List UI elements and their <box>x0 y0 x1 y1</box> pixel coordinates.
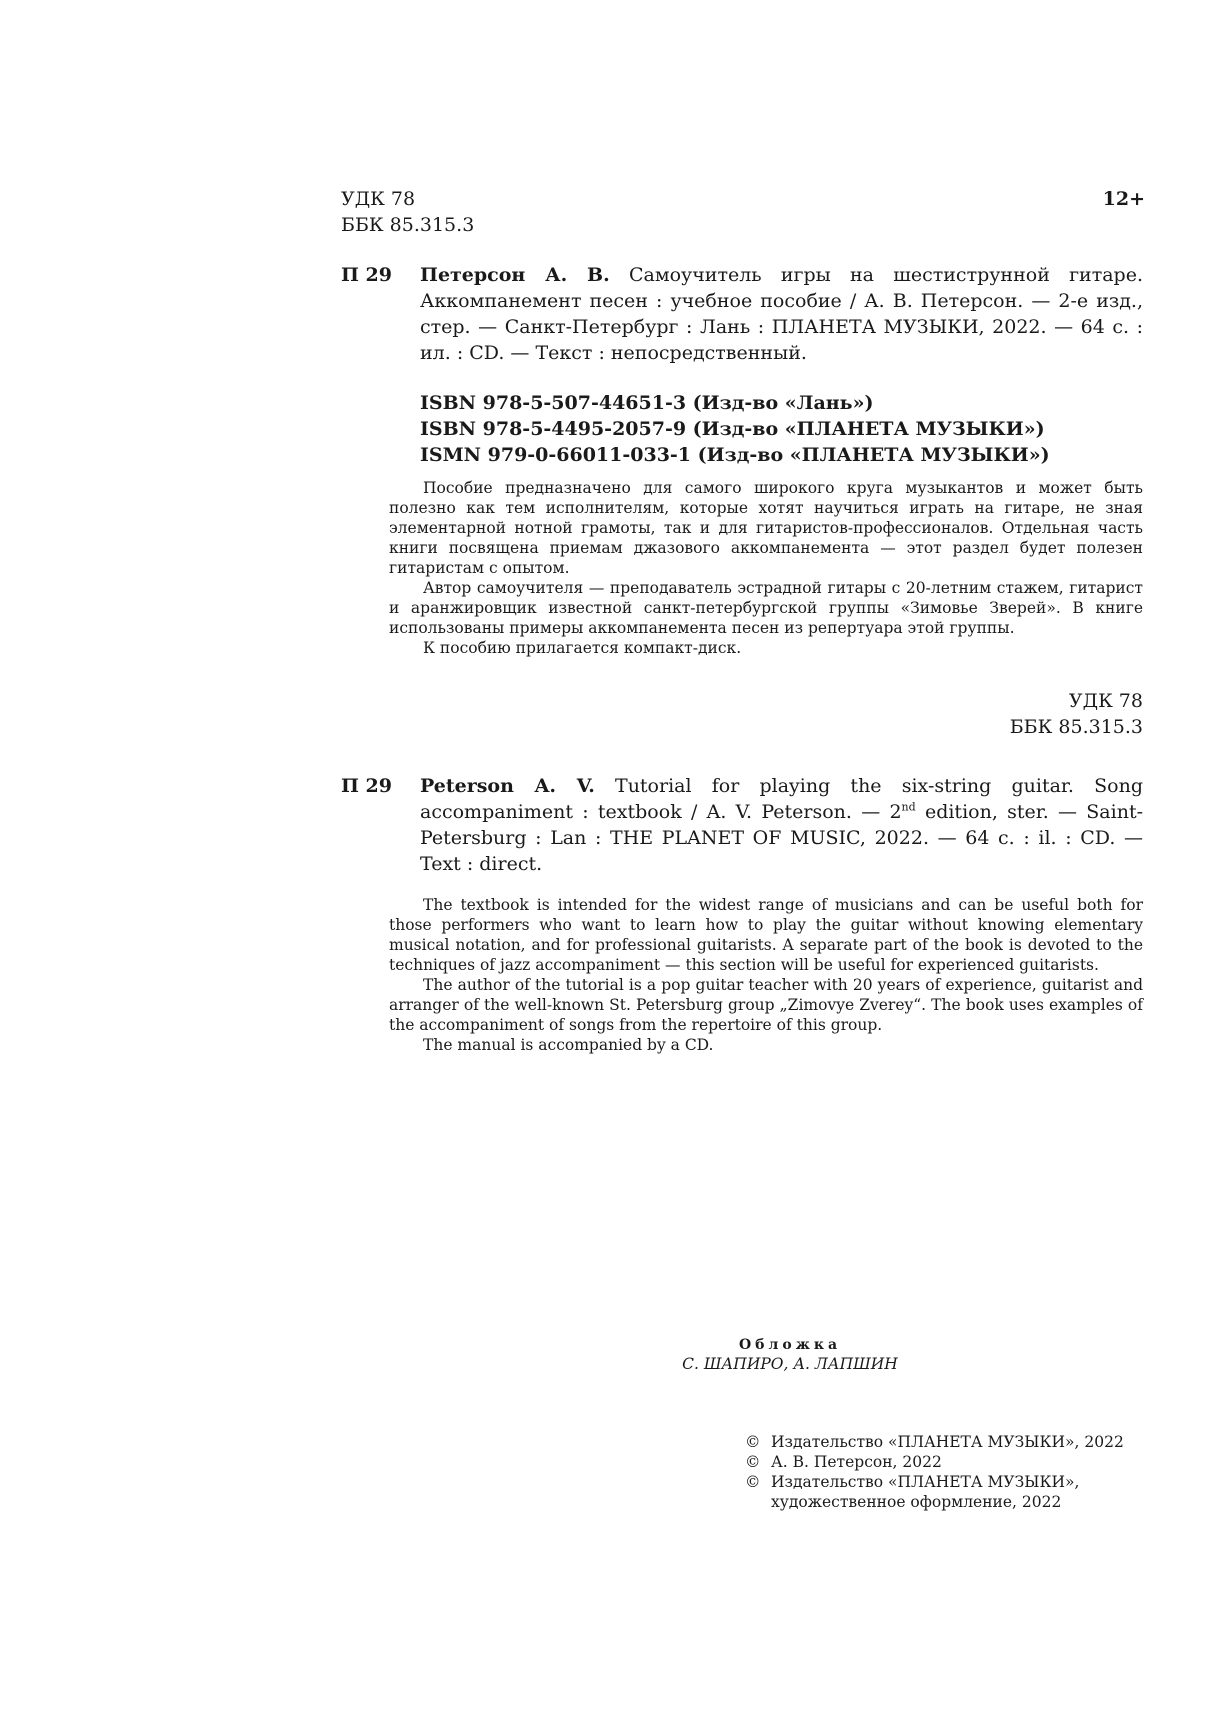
ru-annotation-p3: К пособию прилагается компакт-диск. <box>423 639 742 657</box>
copyright-line <box>745 1432 1124 1452</box>
copyright-symbol: © <box>745 1433 761 1451</box>
copyright-line <box>745 1472 1124 1492</box>
ru-code: П 29 <box>341 264 392 286</box>
copyright-text: Издательство «ПЛАНЕТА МУЗЫКИ», 2022 <box>771 1433 1124 1451</box>
header-bbk: ББК 85.315.3 <box>341 214 475 236</box>
cover-label: Обложка <box>738 1337 842 1353</box>
ru-author: Петерсон А. В. <box>420 264 610 286</box>
en-author: Peterson A. V. <box>420 775 595 797</box>
copyright-symbol: © <box>745 1473 761 1491</box>
copyright-symbol: © <box>745 1453 761 1471</box>
copyright-text: художественное оформление, 2022 <box>771 1493 1062 1511</box>
en-annotation-p1: The textbook is intended for the widest range of musicians and can be useful both for those performers who want to learn how to play the guitar without knowing elementary musical notation, and for professional guitarists. A separate part of the book is devoted to the techniques of jazz accompaniment — this section will be useful for experienced guitarists. <box>389 896 1143 974</box>
footer-udk: УДК 78 <box>1068 690 1143 712</box>
copyright-text: А. В. Петерсон, 2022 <box>771 1453 942 1471</box>
ru-entry <box>420 262 1143 366</box>
isbn-lan: ISBN 978-5-507-44651-3 (Изд-во «Лань») <box>420 392 874 414</box>
ru-annotation <box>389 478 1143 658</box>
ru-annotation-p1: Пособие предназначено для самого широкого круга музыкантов и может быть полезно как тем исполнителям, которые хотят научиться играть на гитаре, не зная элементарной нотной грамоты, так и для гитаристов-профессионалов. Отдельная часть книги посвящена приемам джазового аккомпанемента — этот раздел будет полезен гитаристам с опытом. <box>389 479 1143 577</box>
copyright-block <box>745 1432 1124 1512</box>
ru-annotation-p2: Автор самоучителя — преподаватель эстрадной гитары с 20-летним стажем, гитарист и аранжировщик известной санкт-петербургской группы «Зимовье Зверей». В книге использованы примеры аккомпанемента песен из репертуара этой группы. <box>389 579 1143 637</box>
footer-bbk: ББК 85.315.3 <box>1009 716 1143 738</box>
en-annotation-p3: The manual is accompanied by a CD. <box>423 1036 714 1054</box>
cover-authors: С. ШАПИРО, А. ЛАПШИН <box>682 1355 898 1373</box>
en-body-after: edition, ster. — Saint-Petersburg : Lan : THE PLANET OF MUSIC, 2022. — 64 c. : il. : CD. — Text : direct. <box>420 801 1144 875</box>
isbn-planeta: ISBN 978-5-4495-2057-9 (Изд-во «ПЛАНЕТА МУЗЫКИ») <box>420 418 1045 440</box>
en-body-before: Tutorial for playing the six-string guitar. Song accompaniment : textbook / A. V. Peterson. — 2 <box>420 775 1143 823</box>
header-udk: УДК 78 <box>341 188 416 210</box>
copyright-symbol <box>745 1492 771 1512</box>
age-rating: 12+ <box>1102 188 1145 210</box>
en-code: П 29 <box>341 775 392 797</box>
copyright-text: Издательство «ПЛАНЕТА МУЗЫКИ», <box>771 1473 1080 1491</box>
en-body-sup: nd <box>901 800 916 814</box>
en-annotation <box>389 895 1143 1055</box>
copyright-line <box>745 1452 1124 1472</box>
en-annotation-p2: The author of the tutorial is a pop guitar teacher with 20 years of experience, guitarist and arranger of the well-known St. Petersburg group „Zimovye Zverey“. The book uses examples of the accompaniment of songs from the repertoire of this group. <box>389 976 1143 1034</box>
ismn-planeta: ISMN 979-0-66011-033-1 (Изд-во «ПЛАНЕТА МУЗЫКИ») <box>420 444 1050 466</box>
copyright-line <box>745 1492 1124 1512</box>
isbn-block <box>420 390 1050 468</box>
ru-body: Самоучитель игры на шестиструнной гитаре. Аккомпанемент песен : учебное пособие / А. В. Петерсон. — 2-е изд., стер. — Санкт-Петербург : Лань : ПЛАНЕТА МУЗЫКИ, 2022. — 64 с. : ил. : CD. — Текст : непосредственный. <box>420 264 1143 364</box>
en-entry <box>420 773 1143 877</box>
